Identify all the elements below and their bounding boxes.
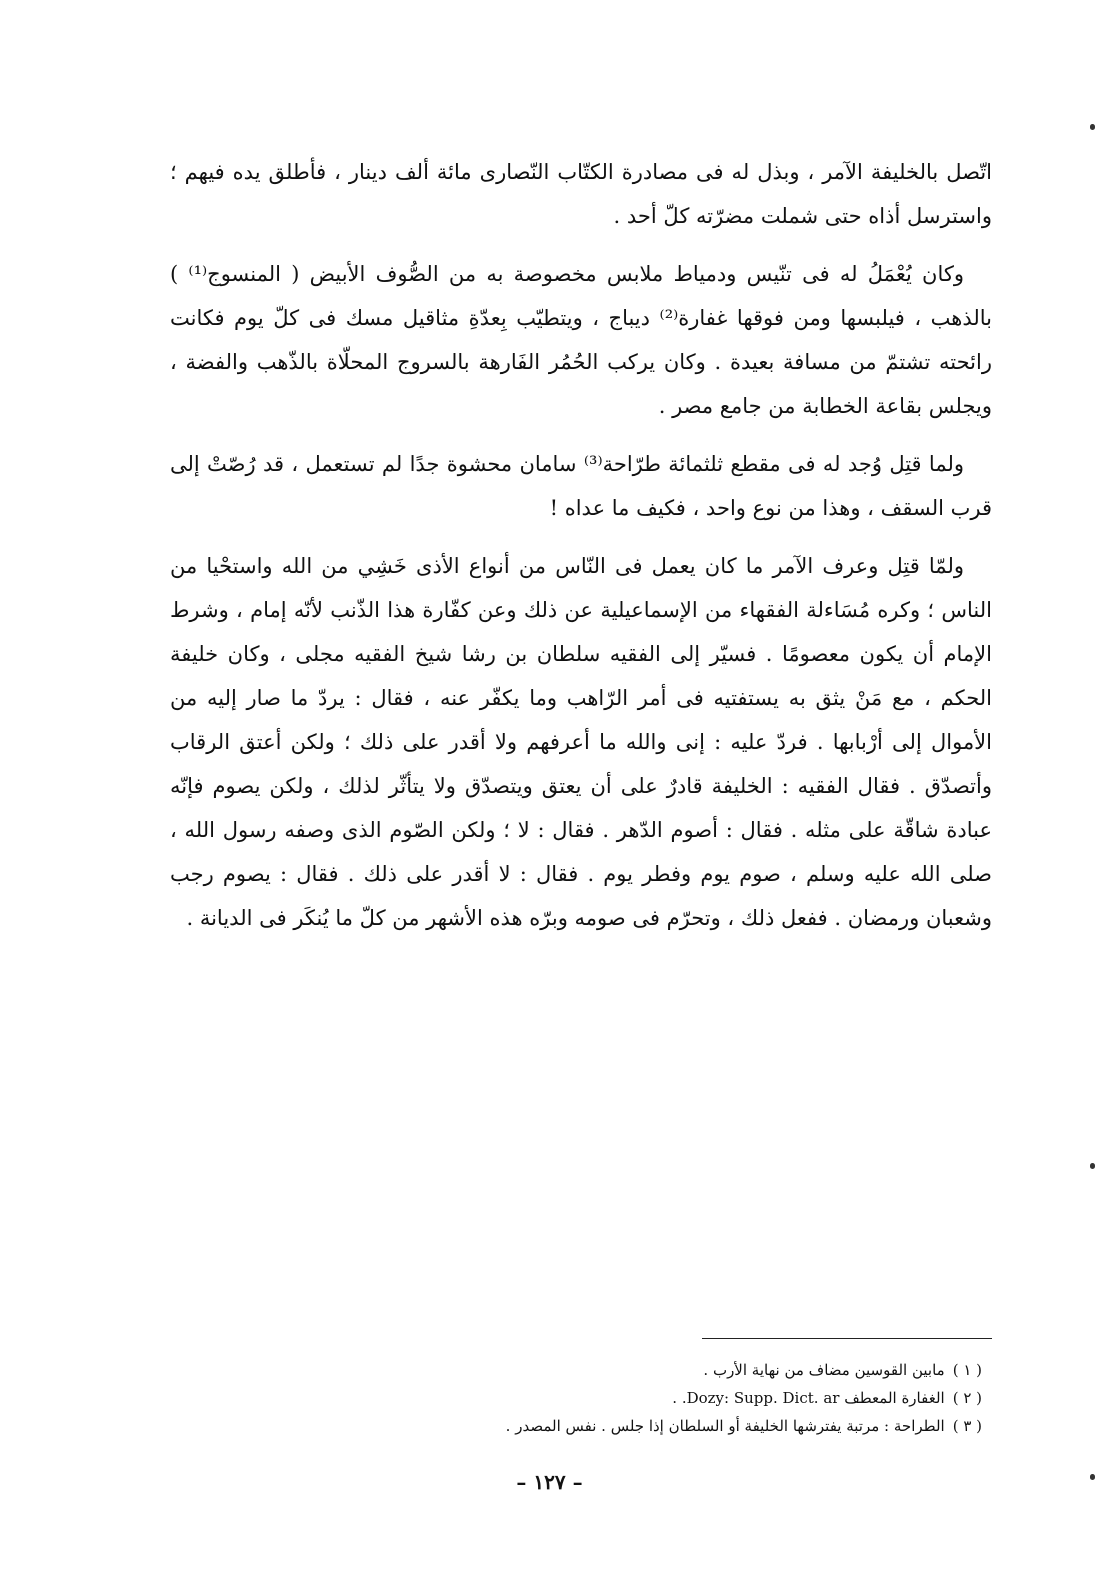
footnote-3-text: الطراحة : مرتبة يفترشها الخليفة أو السلطان إذا جلس . نفس المصدر . xyxy=(505,1417,945,1435)
paragraph-2: وكان يُعْمَلُ له فى تنّيس ودمياط ملابس مخصوصة به من الصُّوف الأبيض ( المنسوج⁽¹⁾ ) بالذهب ، فيلبسها ومن فوقها غفارة⁽²⁾ ديباج ، ويتطيّب بِعدّةِ مثاقيل مسك فى كلّ يوم فكانت رائحته تشتمّ من مسافة بعيدة . وكان يركب الحُمُر الفَارهة بالسروج المحلّاة بالذّهب والفضة ، ويجلس بقاعة الخطابة من جامع مصر . xyxy=(170,262,992,418)
footnote-2-number: ( ٢ ) xyxy=(952,1389,982,1407)
paragraph-3: ولما قتِل وُجد له فى مقطع ثلثمائة طرّاحة⁽³⁾ سامان محشوة جدًا لم تستعمل ، قد رُصّتْ إلى قرب السقف ، وهذا من نوع واحد ، فكيف ما عداه ! xyxy=(170,452,992,520)
page-number: – ١٢٧ – xyxy=(516,1470,583,1494)
main-text-block xyxy=(170,150,992,954)
footnote-3-number: ( ٣ ) xyxy=(952,1417,982,1435)
footnote-2-text: الغفارة المعطف Dozy: Supp. Dict. ar. . xyxy=(672,1389,945,1407)
footnote-divider xyxy=(702,1338,992,1339)
scan-mark xyxy=(1090,1474,1095,1480)
footnotes-block xyxy=(300,1356,982,1440)
footnote-2 xyxy=(300,1384,982,1412)
paragraph-1: اتّصل بالخليفة الآمر ، وبذل له فى مصادرة الكتّاب النّصارى مائة ألف دينار ، فأطلق يده فيهم ؛ واسترسل أذاه حتى شملت مضرّته كلّ أحد . xyxy=(170,160,992,228)
footnote-1-number: ( ١ ) xyxy=(952,1361,982,1379)
scan-mark xyxy=(1090,124,1095,130)
scan-mark xyxy=(1090,1163,1095,1169)
paragraph-4: ولمّا قتِل وعرف الآمر ما كان يعمل فى النّاس من أنواع الأذى خَشِي من الله واستحْيا من الناس ؛ وكره مُسَاءلة الفقهاء من الإسماعيلية عن ذلك وعن كفّارة هذا الذّنب لأنّه إمام ، وشرط الإمام أن يكون معصومًا . فسيّر إلى الفقيه سلطان بن رشا شيخ الفقيه مجلى ، وكان خليفة الحكم ، مع مَنْ يثق به يستفتيه فى أمر الرّاهب وما يكفّر عنه ، فقال : يردّ ما صار إليه من الأموال إلى أرْبابها . فردّ عليه : إنى والله ما أعرفهم ولا أقدر على ذلك ؛ ولكن أعتق الرقاب وأتصدّق . فقال الفقيه : الخليفة قادرٌ على أن يعتق ويتصدّق ولا يتأثّر لذلك ، ولكن يصوم فإنّه عبادة شاقّة على مثله . فقال : أصوم الدّهر . فقال : لا ؛ ولكن الصّوم الذى وصفه رسول الله ، صلى الله عليه وسلم ، صوم يوم وفطر يوم . فقال : لا أقدر على ذلك . فقال : يصوم رجب وشعبان ورمضان . ففعل ذلك ، وتحرّم فى صومه وبرّه هذه الأشهر من كلّ ما يُنكَر فى الديانة . xyxy=(170,554,992,930)
footnote-1 xyxy=(300,1356,982,1384)
footnote-3 xyxy=(300,1412,982,1440)
footnote-1-text: مابين القوسين مضاف من نهاية الأرب . xyxy=(703,1361,945,1379)
